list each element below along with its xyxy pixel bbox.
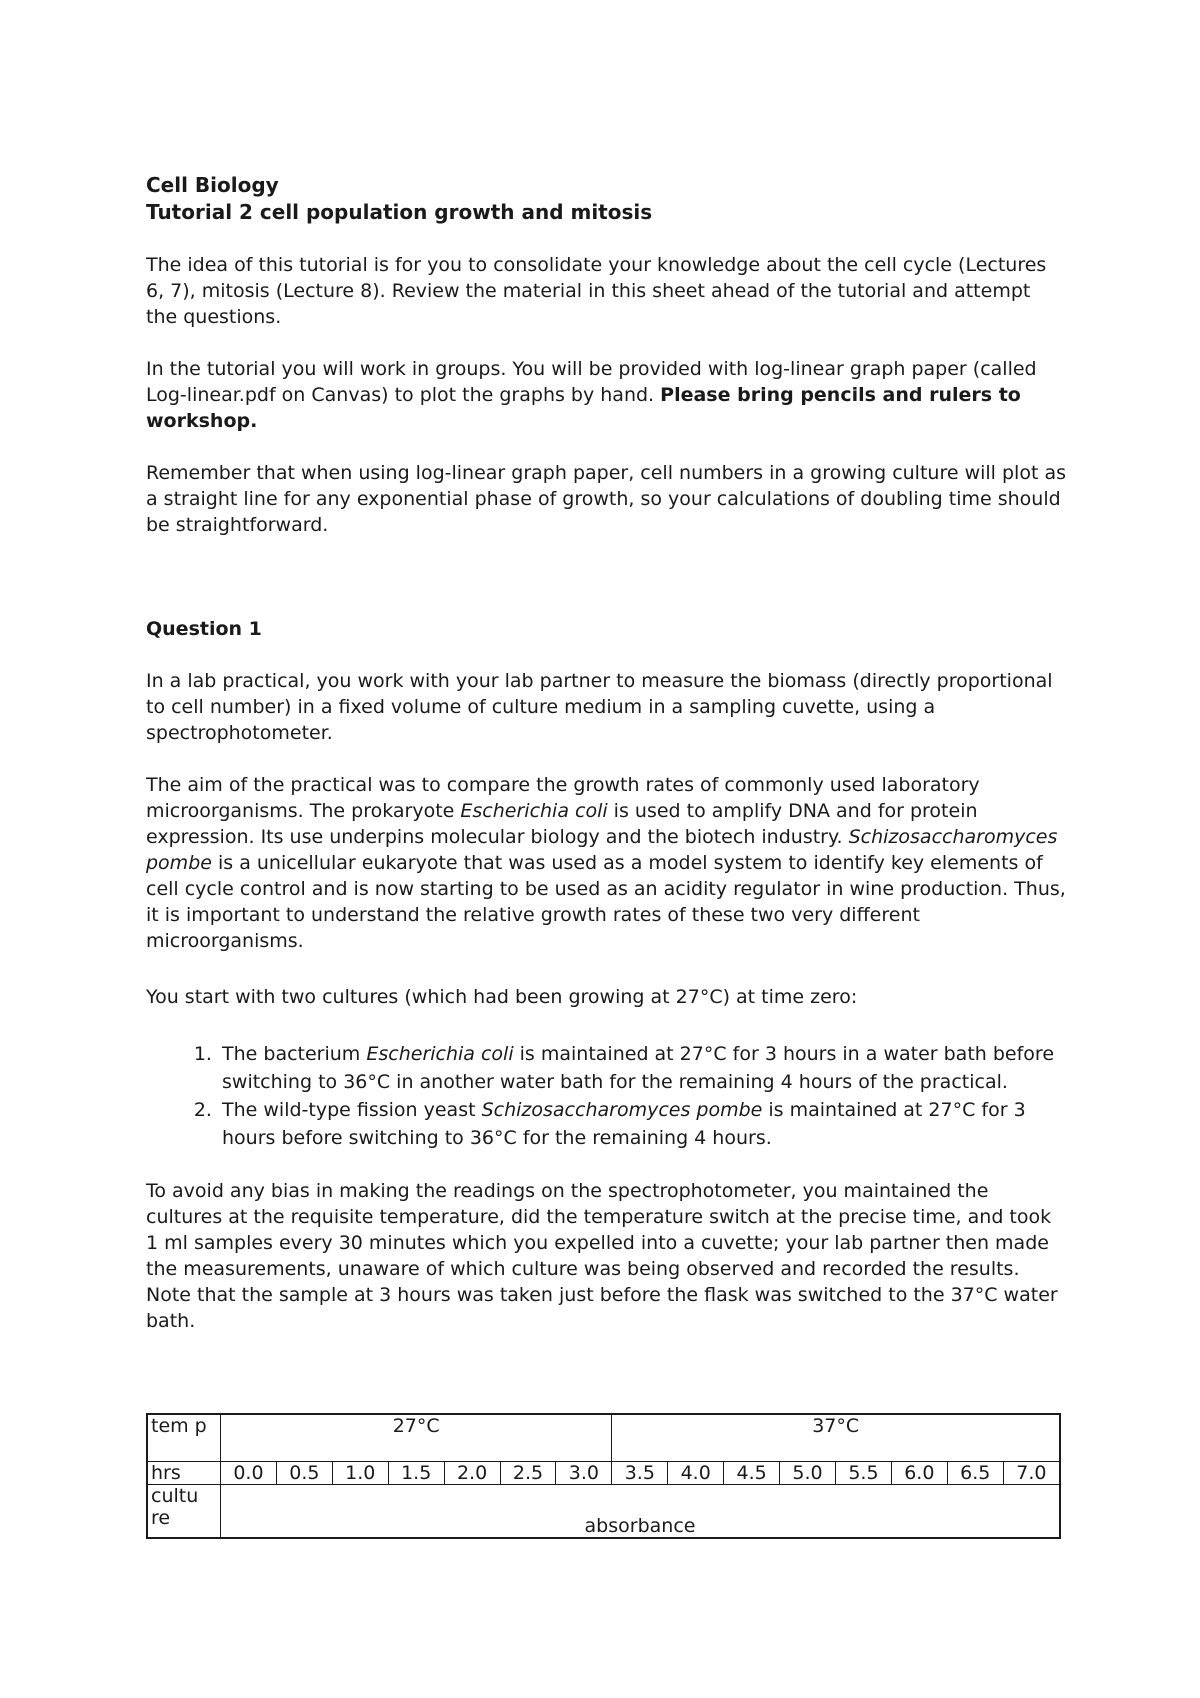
row-label-temp: tem p xyxy=(147,1414,221,1462)
list-item xyxy=(218,1040,1066,1096)
intro-paragraph-3: Remember that when using log-linear graph paper, cell numbers in a growing culture will plot as a straight line for any exponential phase of growth, so your calculations of doubling time should be straightforward. xyxy=(146,462,1066,536)
hrs-cell: 5.5 xyxy=(835,1462,891,1485)
list-item-2-b: is maintained at 27°C for 3 hours before switching to 36°C for the remaining 4 hours. xyxy=(222,1099,1026,1149)
document-subtitle: Tutorial 2 cell population growth and mitosis xyxy=(146,200,653,224)
temp-37-header: 37°C xyxy=(612,1414,1060,1462)
hrs-cell: 5.0 xyxy=(780,1462,836,1485)
hrs-cell: 2.5 xyxy=(500,1462,556,1485)
hrs-cell: 3.5 xyxy=(612,1462,668,1485)
intro-p2-bold: Please bring pencils and rulers to workshop. xyxy=(146,384,1021,432)
hrs-cell: 2.0 xyxy=(444,1462,500,1485)
list-item-1-b: is maintained at 27°C for 3 hours in a water bath before switching to 36°C in another water bath for the remaining 4 hours of the practical. xyxy=(222,1043,1055,1093)
q1-p2-species-2: Schizosaccharomyces pombe xyxy=(146,826,1058,874)
q1-p2-a: The aim of the practical was to compare the growth rates of commonly used laboratory microorganisms. The prokaryote xyxy=(146,774,980,822)
intro-paragraph-2 xyxy=(146,356,1066,434)
q1-paragraph-2 xyxy=(146,772,1066,954)
table-row-culture xyxy=(147,1485,1060,1539)
q1-p2-species-1: Escherichia coli xyxy=(460,800,608,822)
q1-p2-b: is used to amplify DNA and for protein expression. Its use underpins molecular biology and the biotech industry. xyxy=(146,800,978,848)
hrs-cell: 4.5 xyxy=(724,1462,780,1485)
hrs-cell: 0.0 xyxy=(221,1462,277,1485)
document-body xyxy=(146,172,1066,1334)
absorbance-table xyxy=(146,1413,1061,1539)
intro-paragraph-1: The idea of this tutorial is for you to consolidate your knowledge about the cell cycle (Lectures 6, 7), mitosis (Lecture 8). Review the material in this sheet ahead of the tutorial and attempt the questions. xyxy=(146,254,1047,328)
table-row-temp xyxy=(147,1414,1060,1462)
list-item-1-species: Escherichia coli xyxy=(366,1043,514,1065)
table-row-hrs xyxy=(147,1462,1060,1485)
hrs-cell: 4.0 xyxy=(668,1462,724,1485)
intro-p2-text: In the tutorial you will work in groups. You will be provided with log-linear graph paper (called Log-linear.pdf on Canvas) to plot the graphs by hand. xyxy=(146,358,1037,406)
list-item-2-species: Schizosaccharomyces pombe xyxy=(481,1099,763,1121)
culture-list xyxy=(146,1040,1066,1152)
q1-p2-c: is a unicellular eukaryote that was used as a model system to identify key elements of cell cycle control and is now starting to be used as an acidity regulator in wine production. Thus, it is important to understand the relative growth rates of these two very different microorganisms. xyxy=(146,852,1066,952)
document-title: Cell Biology xyxy=(146,173,279,197)
hrs-cell: 0.5 xyxy=(276,1462,332,1485)
q1-paragraph-4: To avoid any bias in making the readings on the spectrophotometer, you maintained the cultures at the requisite temperature, did the temperature switch at the precise time, and took 1 ml samples every 30 minutes which you expelled into a cuvette; your lab partner then made the measurements, unaware of which culture was being observed and recorded the results. Note that the sample at 3 hours was taken just before the flask was switched to the 37°C water bath. xyxy=(146,1180,1058,1332)
hrs-cell: 1.5 xyxy=(388,1462,444,1485)
hrs-cell: 6.0 xyxy=(891,1462,947,1485)
list-item-1-a: The bacterium xyxy=(222,1043,367,1065)
absorbance-header: absorbance xyxy=(221,1485,1061,1539)
row-label-culture: cultu re xyxy=(147,1485,221,1539)
hrs-cell: 1.0 xyxy=(332,1462,388,1485)
temp-27-header: 27°C xyxy=(221,1414,612,1462)
q1-paragraph-1: In a lab practical, you work with your lab partner to measure the biomass (directly proportional to cell number) in a fixed volume of culture medium in a sampling cuvette, using a spectrophotometer. xyxy=(146,670,1053,744)
row-label-hrs: hrs xyxy=(147,1462,221,1485)
hrs-cell: 3.0 xyxy=(556,1462,612,1485)
hrs-cell: 7.0 xyxy=(1003,1462,1060,1485)
list-item-2-a: The wild-type fission yeast xyxy=(222,1099,482,1121)
q1-paragraph-3: You start with two cultures (which had been growing at 27°C) at time zero: xyxy=(146,986,858,1008)
question-1-heading: Question 1 xyxy=(146,618,262,640)
list-item xyxy=(218,1096,1066,1152)
hrs-cell: 6.5 xyxy=(947,1462,1003,1485)
